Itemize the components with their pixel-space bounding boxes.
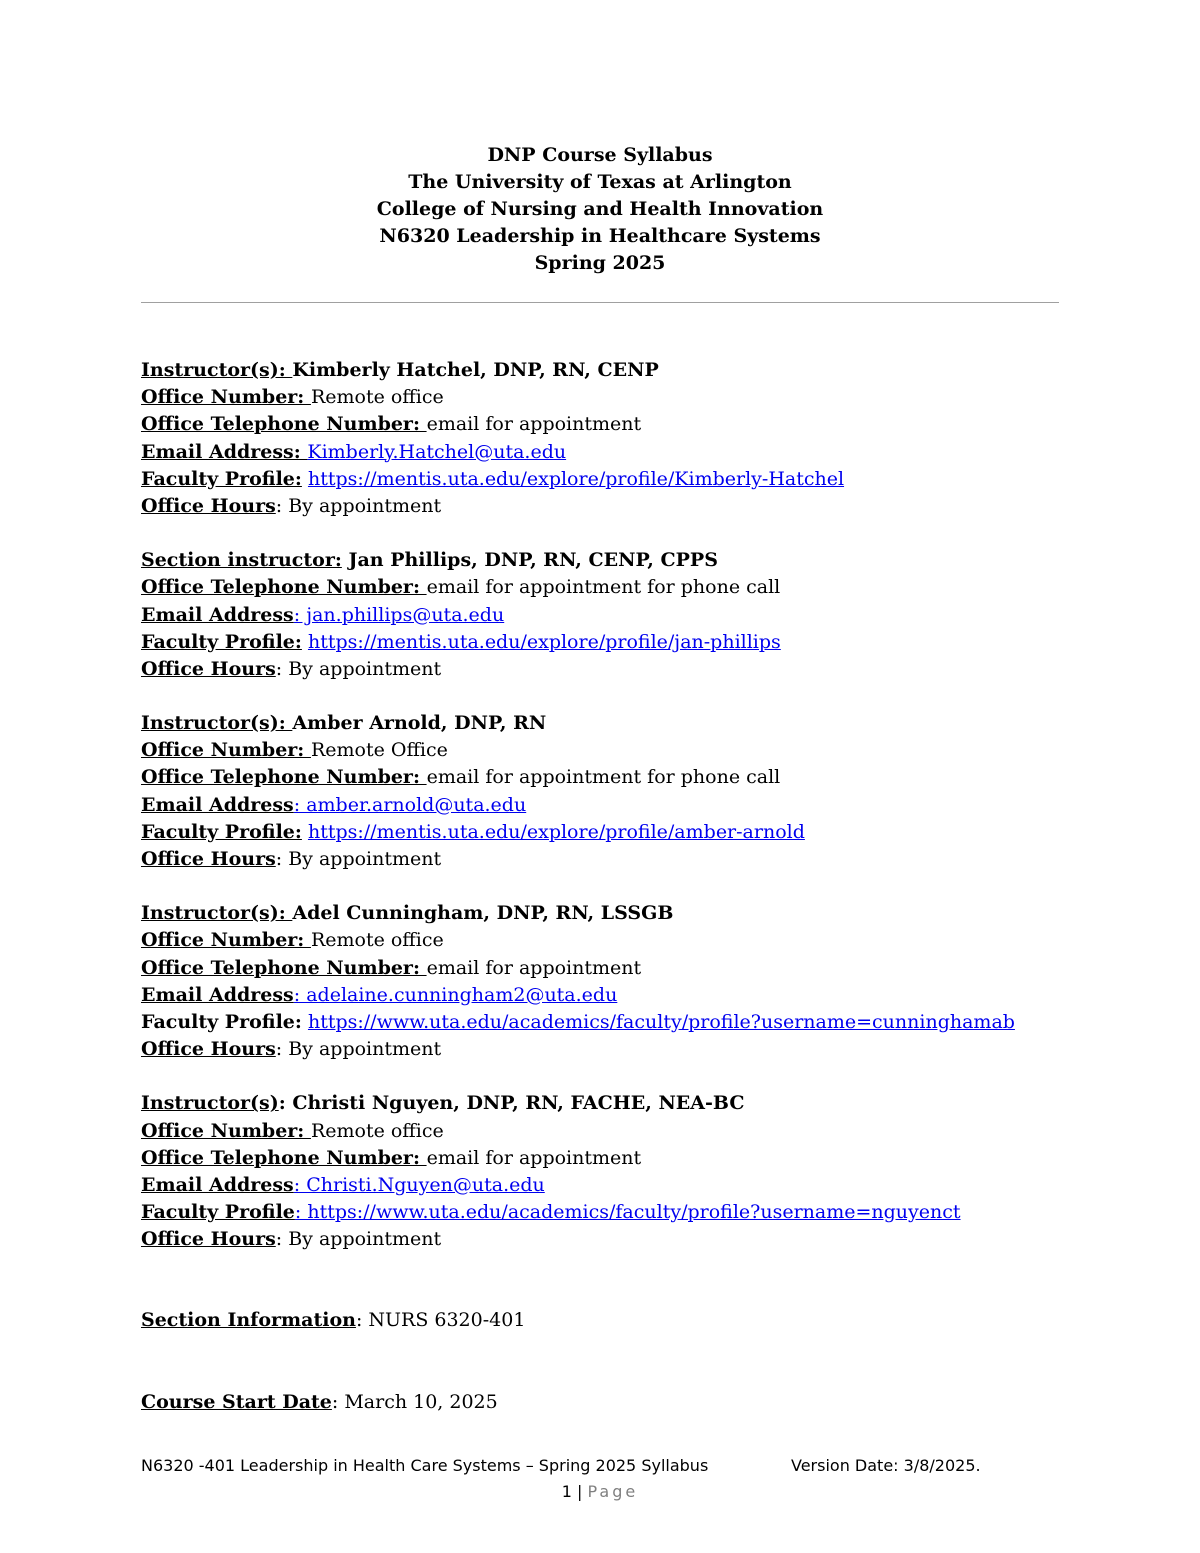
office-hours-value: : By appointment <box>275 657 442 680</box>
email-link[interactable]: : Christi.Nguyen@uta.edu <box>293 1173 545 1196</box>
phone-line <box>141 1145 1141 1172</box>
profile-line <box>141 819 1141 846</box>
phone-line <box>141 411 1141 438</box>
course-start-date <box>141 1389 1141 1416</box>
email-line <box>141 439 1141 466</box>
office-hours-label: Office Hours <box>141 848 276 870</box>
header-course: N6320 Leadership in Healthcare Systems <box>379 225 821 247</box>
office-hours-line <box>141 1226 1141 1253</box>
instructor-name-line <box>141 547 1141 574</box>
section-information-label: Section Information <box>141 1309 356 1332</box>
phone-label: Office Telephone Number: <box>141 766 427 789</box>
office-number-value: Remote office <box>310 386 444 409</box>
office-number-line <box>141 384 1141 411</box>
email-label: Email Address: <box>141 440 308 463</box>
office-number-value: Remote office <box>310 929 444 952</box>
profile-line <box>141 1009 1141 1036</box>
email-line <box>141 1172 1141 1199</box>
email-label: Email Address <box>141 1173 294 1196</box>
profile-link[interactable]: https://mentis.uta.edu/explore/profile/Kimberly-Hatchel <box>307 467 845 490</box>
office-number-line <box>141 1118 1141 1145</box>
profile-label: Faculty Profile: <box>141 467 302 490</box>
instructor-name: Amber Arnold, DNP, RN <box>292 712 547 735</box>
email-label: Email Address <box>141 983 294 1006</box>
email-link[interactable]: : jan.phillips@uta.edu <box>293 603 505 626</box>
phone-line <box>141 955 1141 982</box>
profile-line <box>141 1199 1141 1226</box>
email-line <box>141 792 1141 819</box>
instructor-name-line <box>141 1090 1141 1117</box>
email-label: Email Address <box>141 793 294 816</box>
phone-value: email for appointment <box>426 956 642 979</box>
phone-label: Office Telephone Number: <box>141 576 427 599</box>
profile-line <box>141 629 1141 656</box>
section-information <box>141 1307 1141 1334</box>
footer-version-date: Version Date: 3/8/2025. <box>791 1456 981 1475</box>
header-university: The University of Texas at Arlington <box>408 171 792 193</box>
office-number-label: Office Number: <box>141 386 311 409</box>
profile-link[interactable]: : https://www.uta.edu/academics/faculty/profile?username=nguyenct <box>294 1201 961 1224</box>
profile-line <box>141 466 1141 493</box>
phone-value: email for appointment <box>426 413 642 436</box>
phone-value: email for appointment for phone call <box>426 766 781 789</box>
instructor-label: Section instructor: <box>141 549 342 572</box>
page-number-separator: | <box>571 1482 588 1501</box>
office-hours-value: : By appointment <box>275 848 442 870</box>
email-link[interactable]: : amber.arnold@uta.edu <box>293 793 527 816</box>
instructor-name: : Christi Nguyen, DNP, RN, FACHE, NEA-BC <box>278 1092 745 1115</box>
instructor-block-nguyen <box>141 1090 1141 1253</box>
office-number-label: Office Number: <box>141 739 311 762</box>
profile-link[interactable]: https://mentis.uta.edu/explore/profile/amber-arnold <box>307 820 805 843</box>
office-hours-label: Office Hours <box>141 494 276 517</box>
email-line <box>141 982 1141 1009</box>
profile-label: Faculty Profile: <box>141 1010 302 1033</box>
instructor-name: Kimberly Hatchel, DNP, RN, CENP <box>292 359 659 381</box>
instructor-name-line <box>141 900 1141 927</box>
header-title: DNP Course Syllabus <box>487 144 713 166</box>
header-divider <box>141 302 1059 303</box>
office-number-label: Office Number: <box>141 929 311 952</box>
syllabus-header <box>0 142 1200 277</box>
office-hours-line <box>141 656 1141 683</box>
instructor-block-arnold <box>141 710 1141 873</box>
office-hours-line <box>141 1036 1141 1063</box>
office-hours-value: : By appointment <box>275 494 442 517</box>
office-hours-line <box>141 493 1141 520</box>
phone-label: Office Telephone Number: <box>141 956 427 979</box>
phone-line <box>141 764 1141 791</box>
instructor-block-phillips <box>141 547 1141 683</box>
syllabus-content <box>141 357 1141 1416</box>
phone-value: email for appointment for phone call <box>426 576 781 599</box>
office-hours-value: : By appointment <box>275 1228 442 1251</box>
office-hours-label: Office Hours <box>141 1228 276 1251</box>
office-number-line <box>141 737 1141 764</box>
office-number-value: Remote Office <box>310 739 448 762</box>
section-information-value: : NURS 6320-401 <box>355 1309 526 1332</box>
phone-label: Office Telephone Number: <box>141 1146 427 1169</box>
profile-label: Faculty Profile: <box>141 820 302 843</box>
profile-label: Faculty Profile: <box>141 630 302 653</box>
instructor-label: Instructor(s): <box>141 359 293 381</box>
instructor-name: Jan Phillips, DNP, RN, CENP, CPPS <box>341 549 718 572</box>
instructor-label: Instructor(s) <box>141 1092 279 1115</box>
email-line <box>141 602 1141 629</box>
phone-value: email for appointment <box>426 1146 642 1169</box>
office-hours-label: Office Hours <box>141 1038 276 1061</box>
email-label: Email Address <box>141 603 294 626</box>
instructor-name-line <box>141 710 1141 737</box>
office-number-label: Office Number: <box>141 1119 311 1142</box>
page-number <box>0 1480 1200 1504</box>
phone-label: Office Telephone Number: <box>141 413 427 436</box>
office-number-line <box>141 927 1141 954</box>
instructor-name-line <box>141 357 1141 384</box>
page-footer <box>141 1454 1061 1478</box>
profile-label: Faculty Profile <box>141 1201 295 1224</box>
course-start-date-value: : March 10, 2025 <box>331 1390 498 1413</box>
profile-link[interactable]: https://mentis.uta.edu/explore/profile/jan-phillips <box>307 630 781 653</box>
instructor-block-hatchel <box>141 357 1141 520</box>
page-number-value: 1 <box>561 1482 572 1501</box>
office-number-value: Remote office <box>310 1119 444 1142</box>
office-hours-line <box>141 846 1141 873</box>
email-link[interactable]: Kimberly.Hatchel@uta.edu <box>307 440 567 463</box>
instructor-label: Instructor(s): <box>141 712 293 735</box>
email-link[interactable]: : adelaine.cunningham2@uta.edu <box>293 983 618 1006</box>
phone-line <box>141 574 1141 601</box>
course-start-date-label: Course Start Date <box>141 1390 332 1413</box>
instructor-label: Instructor(s): <box>141 902 293 925</box>
profile-link[interactable]: https://www.uta.edu/academics/faculty/profile?username=cunninghamab <box>307 1010 1015 1033</box>
instructor-block-cunningham <box>141 900 1141 1063</box>
header-term: Spring 2025 <box>534 252 666 274</box>
page-word: Page <box>587 1482 639 1501</box>
office-hours-value: : By appointment <box>275 1038 442 1061</box>
office-hours-label: Office Hours <box>141 657 276 680</box>
instructor-name: Adel Cunningham, DNP, RN, LSSGB <box>292 902 674 925</box>
footer-course-title: N6320 -401 Leadership in Health Care Systems – Spring 2025 Syllabus <box>141 1456 709 1475</box>
header-college: College of Nursing and Health Innovation <box>376 198 824 220</box>
